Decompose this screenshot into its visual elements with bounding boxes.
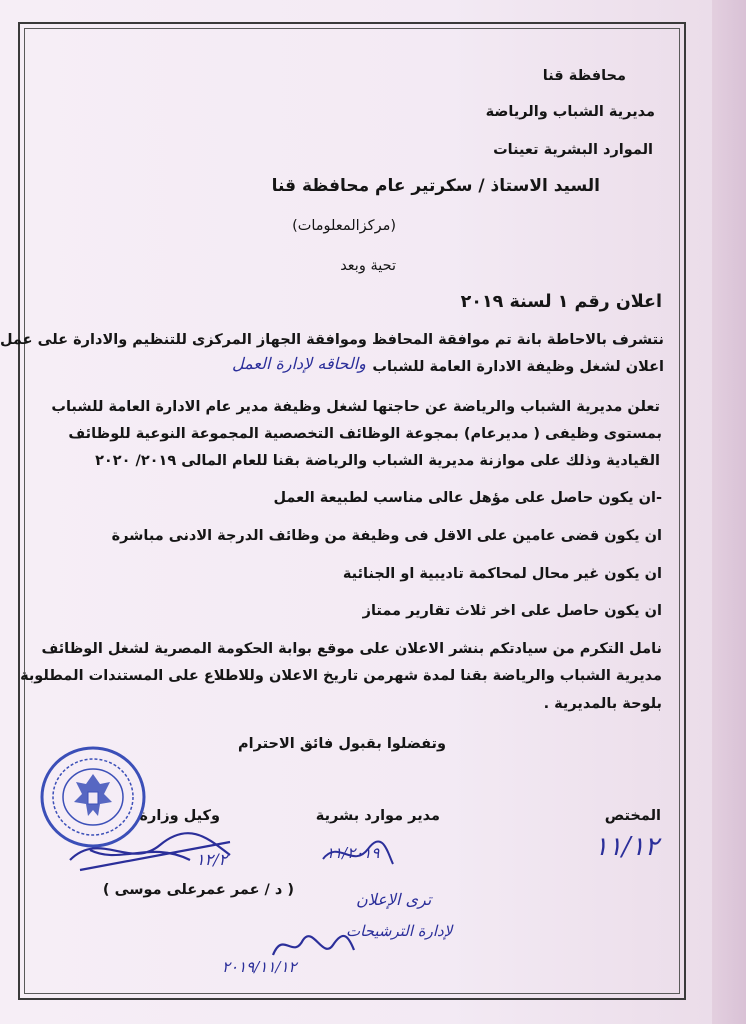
intro-line-1: نتشرف بالاحاطة بانة تم موافقة المحافظ وموافقة الجهاز المركزى للتنظيم والادارة على عمل	[0, 332, 664, 348]
handwritten-deputy-date: ١٢/٢	[196, 850, 228, 869]
handwritten-note-1: ترى الإعلان	[356, 890, 432, 909]
bottom-signature	[268, 920, 358, 970]
request-line-2: مديرية الشباب والرياضة بقنا لمدة شهرمن تاريخ الاعلان وللاطلاع على المستندات المطلوبة	[20, 668, 662, 684]
body-line-3: القيادية وذلك على موازنة مديرية الشباب والرياضة بقنا للعام المالى ٢٠١٩/ ٢٠٢٠	[95, 453, 660, 469]
handwritten-bottom-date: ٢٠١٩/١١/١٢	[222, 958, 297, 976]
hr-signature	[318, 834, 398, 874]
request-line-3: بلوحة بالمديرية .	[543, 696, 662, 712]
signature-hr-label: مدير موارد بشرية	[315, 808, 440, 824]
intro-line-2: اعلان لشغل وظيفة الادارة العامة للشباب	[372, 359, 664, 375]
greeting: تحية وبعد	[340, 258, 396, 274]
condition-4: ان يكون حاصل على اخر ثلاث تقارير ممتاز	[362, 603, 662, 619]
condition-2: ان يكون قضى عامين على الاقل فى وظيفة من وظائف الدرجة الادنى مباشرة	[111, 528, 662, 544]
deputy-signature	[60, 820, 250, 880]
signature-specialist-label: المختص	[604, 808, 661, 824]
announcement-number: اعلان رقم ١ لسنة ٢٠١٩	[460, 292, 662, 312]
handwritten-specialist-date: ١١/١٢	[594, 832, 659, 862]
header-department: الموارد البشرية تعينات	[493, 142, 653, 158]
request-line-1: نامل التكرم من سيادتكم بنشر الاعلان على موقع بوابة الحكومة المصرية لشغل الوظائف	[41, 641, 662, 657]
signature-deputy-label: وكيل وزارة	[139, 808, 220, 824]
handwritten-note-2: لإدارة الترشيحات	[346, 922, 453, 940]
condition-1: -ان يكون حاصل على مؤهل عالى مناسب لطبيعة العمل	[273, 490, 662, 506]
closing: وتفضلوا بقبول فائق الاحترام	[238, 736, 446, 752]
body-line-2: بمستوى وظيفى ( مديرعام) بمجوعة الوظائف التخصصية المجموعة النوعية للوظائف	[68, 426, 662, 442]
intro-handwritten: والحاقه لإدارة العمل	[232, 354, 366, 373]
body-line-1: تعلن مديرية الشباب والرياضة عن حاجتها لشغل وظيفة مدير عام الادارة العامة للشباب	[51, 399, 660, 415]
addressee-unit: (مركزالمعلومات)	[292, 218, 396, 234]
header-directorate: مديرية الشباب والرياضة	[485, 104, 655, 120]
page-edge	[712, 0, 746, 1024]
header-governorate: محافظة قنا	[542, 68, 626, 84]
condition-3: ان يكون غير محال لمحاكمة تاديبية او الجنائية	[342, 566, 662, 582]
handwritten-hr-date: ١١/٢٠١٩	[326, 844, 380, 862]
addressee-title: السيد الاستاذ / سكرتير عام محافظة قنا	[271, 176, 600, 196]
signature-deputy-name: ( د / عمر عمرعلى موسى )	[102, 882, 294, 898]
